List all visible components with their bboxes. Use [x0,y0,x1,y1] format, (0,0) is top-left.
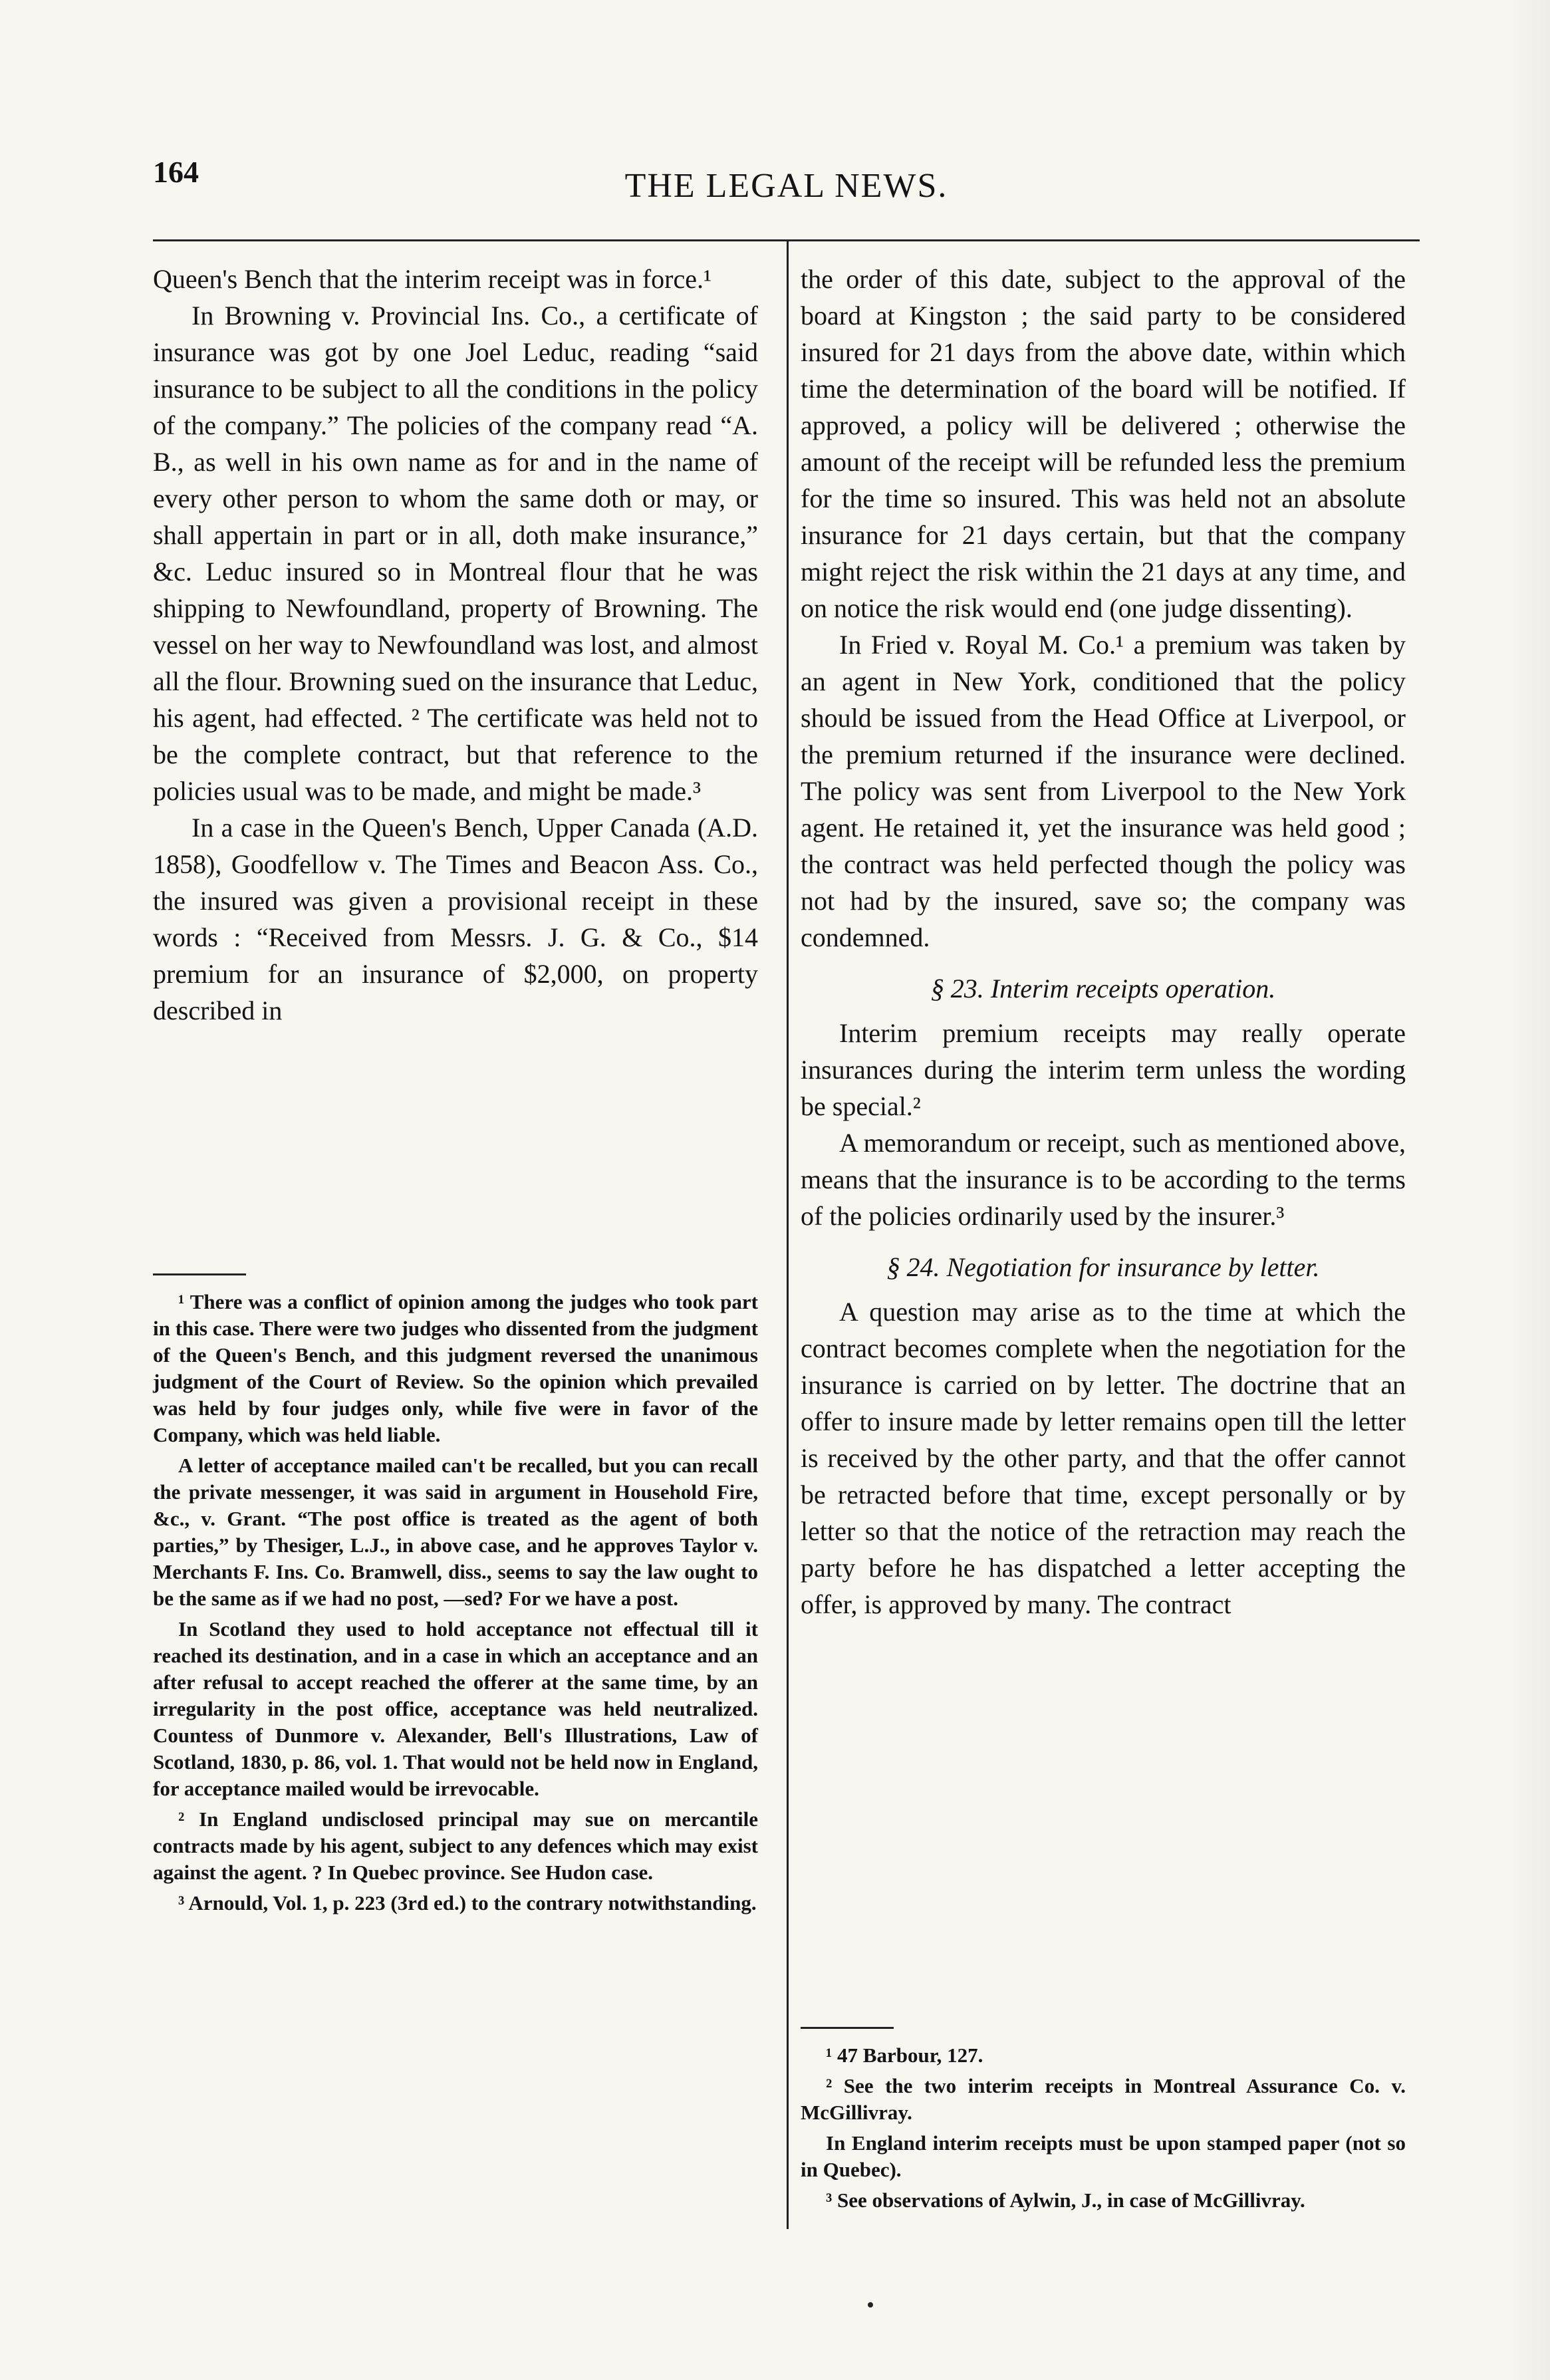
footnote: In Scotland they used to hold acceptance not effectual till it reached its destination, and in a case in which an acceptance and an after refusal to accept reached the offerer at the same time, by an irregularity in the post office, acceptance was held neutralized. Countess of Dunmore v. Alexander, Bell's Illustrations, Law of Scotland, 1830, p. 86, vol. 1. That would not be held now in England, for acceptance mailed would be irrevocable. [153,1617,758,1800]
paragraph: A memorandum or receipt, such as mentioned above, means that the insurance is to be according to the terms of the policies ordinarily used by the insurer.³ [801,1128,1406,1231]
footnote: ² In England undisclosed principal may sue on mercantile contracts made by his agent, subject to any defences which may exist against the agent. ? In Quebec province. See Hudon case. [153,1807,758,1884]
paragraph: Interim premium receipts may really operate insurances during the interim term unless the wording be special.² [801,1018,1406,1121]
paragraph: A question may arise as to the time at which the contract becomes complete when the negotiation for the insurance is carried on by letter. The doctrine that an offer to insure made by letter remains open till the letter is received by the other party, and that the offer cannot be retracted before that time, except personally or by letter so that the notice of the retraction may reach the party before he has dispatched a letter accepting the offer, is approved by many. The contract [801,1297,1406,1619]
footnote-rule [801,2027,894,2029]
paragraph: Queen's Bench that the interim receipt was in force.¹ [153,264,711,294]
footnote: ³ See observations of Aylwin, J., in case of McGillivray. [826,2188,1305,2212]
footnote: ³ Arnould, Vol. 1, p. 223 (3rd ed.) to the contrary notwithstanding. [178,1891,757,1915]
paragraph: In a case in the Queen's Bench, Upper Canada (A.D. 1858), Goodfellow v. The Times and Beacon Ass. Co., the insured was given a provisional receipt in these words : “Received from Messrs. J. G. & Co., $14 premium for an insurance of $2,000, on property described in [153,813,758,1025]
page-number: 164 [153,155,199,189]
left-footnotes [153,1247,758,1920]
section-23-heading: § 23. Interim receipts operation. [930,974,1276,1003]
right-footnotes [801,2000,1406,2218]
footnote: ¹ There was a conflict of opinion among the judges who took part in this case. There were two judges who dissented from the judgment of the Queen's Bench, and this judgment reversed the unanimous judgment of the Court of Review. So the opinion which prevailed was held by four judges only, while five were in favor of the Company, which was held liable. [153,1290,758,1446]
paragraph: In Fried v. Royal M. Co.¹ a premium was taken by an agent in New York, conditioned that the policy should be issued from the Head Office at Liverpool, or the premium returned if the insurance were declined. The policy was sent from Liverpool to the New York agent. He retained it, yet the insurance was held good ; the contract was held perfected though the policy was not had by the insured, save so; the company was condemned. [801,630,1406,952]
footnote: In England interim receipts must be upon stamped paper (not so in Quebec). [801,2131,1406,2181]
ink-speck [868,2302,873,2308]
section-24-heading: § 24. Negotiation for insurance by letter. [886,1252,1320,1282]
right-column [801,261,1406,1623]
footnote: ² See the two interim receipts in Montreal Assurance Co. v. McGillivray. [801,2074,1406,2124]
page-header [153,154,1420,207]
paragraph: the order of this date, subject to the approval of the board at Kingston ; the said party to be considered insured for 21 days from the above date, within which time the determination of the board will be notified. If approved, a policy will be delivered ; otherwise the amount of the receipt will be refunded less the premium for the time so insured. This was held not an absolute insurance for 21 days certain, but that the company might reject the risk within the 21 days at any time, and on notice the risk would end (one judge dissenting). [801,264,1406,623]
footnote-rule [153,1273,246,1275]
footnote: A letter of acceptance mailed can't be recalled, but you can recall the private messenger, it was said in argument in Household Fire, &c., v. Grant. “The post office is treated as the agent of both parties,” by Thesiger, L.J., in above case, and he approves Taylor v. Merchants F. Ins. Co. Bramwell, diss., seems to say the law ought to be the same as if we had no post, —sed? For we have a post. [153,1454,758,1610]
column-divider [787,241,789,2229]
scan-edge [1510,0,1550,2380]
footnote: ¹ 47 Barbour, 127. [826,2044,983,2067]
left-column [153,261,758,1029]
running-title: THE LEGAL NEWS. [624,167,948,205]
paragraph: In Browning v. Provincial Ins. Co., a certificate of insurance was got by one Joel Leduc, reading “said insurance to be subject to all the conditions in the policy of the company.” The policies of the company read “A. B., as well in his own name as for and in the name of every other person to whom the same doth or may, or shall appertain in part or in all, doth make insurance,” &c. Leduc insured so in Montreal flour that he was shipping to Newfoundland, property of Browning. The vessel on her way to Newfoundland was lost, and almost all the flour. Browning sued on the insurance that Leduc, his agent, had effected. ² The certificate was held not to be the complete contract, but that reference to the policies usual was to be made, and might be made.³ [153,301,758,806]
